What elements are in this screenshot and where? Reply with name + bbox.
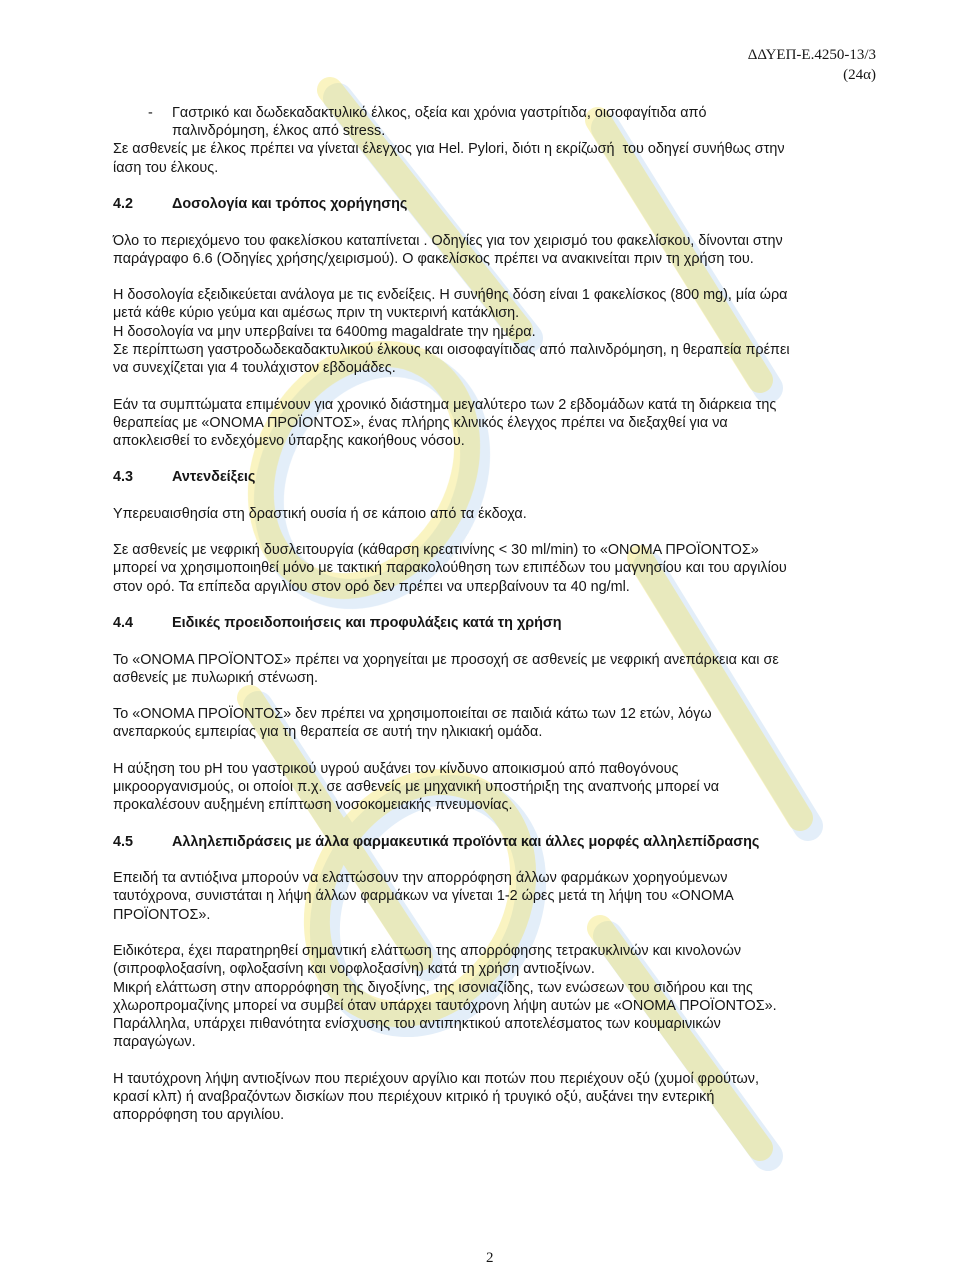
document-body <box>113 104 903 1124</box>
text-line: προκαλέσουν αυξημένη επίπτωση νοσοκομειακής πνευμονίας. <box>113 797 513 814</box>
intro-block <box>113 104 903 177</box>
paragraph <box>113 760 903 815</box>
blank-line <box>113 687 903 705</box>
text-line: Επειδή τα αντιόξινα μπορούν να ελαττώσουν την απορρόφηση άλλων φαρμάκων χορηγούμενων <box>113 870 728 887</box>
text-line: Η δοσολογία να μην υπερβαίνει τα 6400mg magaldrate την ημέρα. <box>113 323 536 340</box>
document-code: ΔΔΥΕΠ-Ε.4250-13/3 <box>747 47 876 63</box>
text-line: Η δοσολογία εξειδικεύεται ανάλογα με τις ενδείξεις. Η συνήθης δόση είναι 1 φακελίσκος (800 mg), μία ώρα <box>113 287 788 304</box>
paragraph <box>113 942 903 1051</box>
bullet-row <box>113 104 903 122</box>
text-line: Παράλληλα, υπάρχει πιθανότητα ενίσχυσης του αντιπηκτικού αποτελέσματος των κουμαρινικών <box>113 1015 721 1032</box>
text-line: Η ταυτόχρονη λήψη αντιοξίνων που περιέχουν αργίλιο και ποτών που περιέχουν οξύ (χυμοί φρούτων, <box>113 1070 759 1087</box>
section-4-4 <box>113 614 903 814</box>
paragraph <box>113 396 903 451</box>
text-line: κρασί κλπ) ή αναβραζόντων δισκίων που περιέχουν κιτρικό ή τρυγικό οξύ, αυξάνει την εντερική <box>113 1088 715 1105</box>
bullet-item <box>113 104 903 140</box>
text-line: Όλο το περιεχόμενο του φακελίσκου καταπίνεται . Οδηγίες για τον χειρισμό του φακελίσκου, δίνονται στην <box>113 232 783 249</box>
text-line: στον ορό. Τα επίπεδα αργιλίου στον ορό δεν πρέπει να υπερβαίνουν τα 40 ng/ml. <box>113 578 630 595</box>
blank-line <box>113 924 903 942</box>
blank-line <box>113 177 903 195</box>
text-line: παλινδρόμηση, έλκος από stress. <box>172 123 386 140</box>
section-title: Αντενδείξεις <box>172 469 256 486</box>
document-version: (24α) <box>843 67 876 83</box>
text-line: Σε ασθενείς με έλκος πρέπει να γίνεται έλεγχος για Hel. Pylori, διότι η εκρίζωσή του οδηγεί συνήθως στην <box>113 141 785 158</box>
blank-line <box>113 450 903 468</box>
blank-line <box>113 213 903 231</box>
text-line: ίαση του έλκους. <box>113 159 219 176</box>
bullet-marker: - <box>148 105 153 121</box>
text-line: Εάν τα συμπτώματα επιμένουν για χρονικό διάστημα μεγαλύτερο των 2 εβδομάδων κατά τη διάρκεια της <box>113 396 777 413</box>
text-line: ΠΡΟΪΟΝΤΟΣ». <box>113 906 211 923</box>
text-line: Μικρή ελάττωση στην απορρόφηση της διγοξίνης, της ισονιαζίδης, των ενώσεων του σιδήρου και της <box>113 979 753 996</box>
section-number: 4.5 <box>113 833 134 850</box>
text-line: ταυτόχρονα, συνιστάται η λήψη άλλων φαρμάκων να γίνεται 1-2 ώρες μετά τη λήψη του «ΟΝΟΜΑ <box>113 888 734 905</box>
paragraph <box>113 232 903 268</box>
text-line: παραγώγων. <box>113 1034 196 1051</box>
text-line: χλωροπρομαζίνης μπορεί να συμβεί όταν υπάρχει ταυτόχρονη λήψη αυτών με «ΟΝΟΜΑ ΠΡΟΪΟΝΤΟΣ». <box>113 997 777 1014</box>
text-line: απορρόφηση του αργιλίου. <box>113 1107 285 1124</box>
section-number: 4.3 <box>113 469 134 486</box>
section-heading <box>113 195 903 213</box>
text-line: Γαστρικό και δωδεκαδακτυλικό έλκος, οξεία και χρόνια γαστρίτιδα, οισοφαγίτιδα από <box>172 105 707 121</box>
section-4-2 <box>113 195 903 450</box>
blank-line <box>113 742 903 760</box>
text-line: Το «ΟΝΟΜΑ ΠΡΟΪΟΝΤΟΣ» πρέπει να χορηγείται με προσοχή σε ασθενείς με νεφρική ανεπάρκεια και σε <box>113 651 779 668</box>
text-line: Το «ΟΝΟΜΑ ΠΡΟΪΟΝΤΟΣ» δεν πρέπει να χρησιμοποιείται σε παιδιά κάτω των 12 ετών, λόγω <box>113 706 712 723</box>
blank-line <box>113 487 903 505</box>
blank-line <box>113 377 903 395</box>
section-number: 4.2 <box>113 196 134 213</box>
text-line: (σιπροφλοξασίνη, οφλοξασίνη και νορφλοξασίνη) κατά τη χρήση αντιοξίνων. <box>113 961 595 978</box>
text-line: Ειδικότερα, έχει παρατηρηθεί σημαντική ελάττωση της απορρόφησης τετρακυκλινών και κινολονών <box>113 943 742 960</box>
bullet-row <box>113 122 903 140</box>
blank-line <box>113 523 903 541</box>
text-line: παράγραφο 6.6 (Οδηγίες χρήσης/χειρισμού). Ο φακελίσκος πρέπει να ανακινείται πριν τη χρήση του. <box>113 250 754 267</box>
text-line: μετά κάθε κύριο γεύμα και αμέσως πριν τη νυκτερινή κατάκλιση. <box>113 305 520 322</box>
page-number: 2 <box>486 1250 494 1266</box>
section-number: 4.4 <box>113 615 134 632</box>
text-line: Σε ασθενείς με νεφρική δυσλειτουργία (κάθαρση κρεατινίνης < 30 ml/min) το «ΟΝΟΜΑ ΠΡΟΪΟΝΤΟΣ» <box>113 542 759 559</box>
text-line: θεραπείας με «ΟΝΟΜΑ ΠΡΟΪΟΝΤΟΣ», ένας πλήρης κλινικός έλεγχος πρέπει να διεξαχθεί για να <box>113 414 728 431</box>
section-heading <box>113 614 903 632</box>
paragraph <box>113 869 903 924</box>
text-line: ασθενείς με πυλωρική στένωση. <box>113 669 318 686</box>
text-line: Σε περίπτωση γαστροδωδεκαδακτυλικού έλκους και οισοφαγίτιδας από παλινδρόμηση, η θεραπεία πρέπει <box>113 341 790 358</box>
paragraph <box>113 505 903 523</box>
paragraph <box>113 651 903 687</box>
paragraph <box>113 541 903 596</box>
paragraph <box>113 705 903 741</box>
section-title: Ειδικές προειδοποιήσεις και προφυλάξεις κατά τη χρήση <box>172 615 562 632</box>
section-title: Δοσολογία και τρόπος χορήγησης <box>172 196 408 213</box>
blank-line <box>113 596 903 614</box>
paragraph <box>113 1070 903 1125</box>
text-line: μικροοργανισμούς, οι οποίοι π.χ. σε ασθενείς με μηχανική υποστήριξη της αναπνοής μπορεί να <box>113 779 720 796</box>
text-line: να συνεχίζεται για 4 τουλάχιστον εβδομάδες. <box>113 360 396 377</box>
blank-line <box>113 268 903 286</box>
blank-line <box>113 1051 903 1069</box>
text-line: Υπερευαισθησία στη δραστική ουσία ή σε κάποιο από τα έκδοχα. <box>113 505 527 522</box>
section-title: Αλληλεπιδράσεις με άλλα φαρμακευτικά προϊόντα και άλλες μορφές αλληλεπίδρασης <box>172 833 760 850</box>
blank-line <box>113 851 903 869</box>
section-heading <box>113 833 903 851</box>
text-line: αποκλεισθεί το ενδεχόμενο ύπαρξης κακοήθους νόσου. <box>113 432 465 449</box>
text-line: ανεπαρκούς εμπειρίας για τη θεραπεία σε αυτή την ηλικιακή ομάδα. <box>113 724 543 741</box>
blank-line <box>113 815 903 833</box>
text-line: Η αύξηση του pH του γαστρικού υγρού αυξάνει τον κίνδυνο αποικισμού από παθογόνους <box>113 760 679 777</box>
blank-line <box>113 632 903 650</box>
section-4-3 <box>113 468 903 596</box>
section-heading <box>113 468 903 486</box>
section-4-5 <box>113 833 903 1125</box>
text-line: μπορεί να χρησιμοποιηθεί μόνο με τακτική παρακολούθηση των επιπέδων του μαγνησίου και του αργιλίου <box>113 560 787 577</box>
paragraph <box>113 286 903 377</box>
